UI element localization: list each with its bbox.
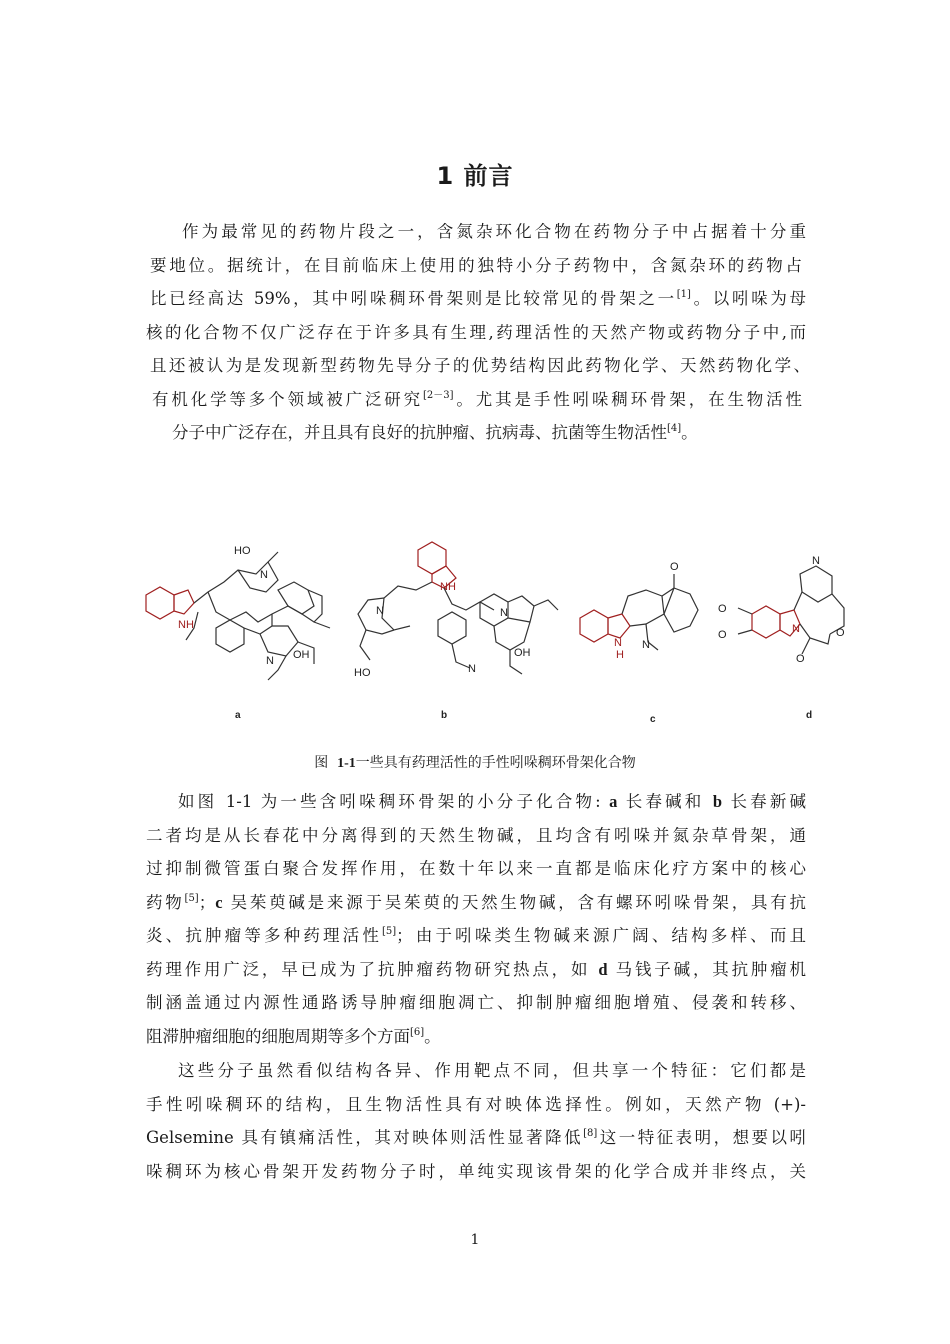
atom-label: O [670, 561, 679, 573]
structures-figure [138, 530, 845, 730]
text-line: Gelsemine 具有镇痛活性，其对映体则活性显著降低[8]这一特征表明，想要以吲 [146, 1128, 807, 1147]
atom-label: N [642, 639, 650, 651]
text-line: 分子中广泛存在，并且具有良好的抗肿瘤、抗病毒、抗菌等生物活性[4]。 [172, 423, 698, 442]
molecule-d [738, 566, 844, 654]
atom-label: N [812, 555, 820, 567]
text-line: 炎、抗肿瘤等多种药理活性[5]；由于吲哚类生物碱来源广阔、结构多样、而且 [146, 926, 807, 945]
atom-label: N [792, 623, 800, 635]
molecule-c [580, 574, 698, 650]
atom-label: NH [440, 581, 456, 593]
text-line: 二者均是从长春花中分离得到的天然生物碱，且均含有吲哚并氮杂草骨架，通 [146, 825, 806, 845]
citation[interactable]: [5] [184, 892, 199, 904]
atom-label: N [376, 605, 384, 617]
text-line: 作为最常见的药物片段之一，含氮杂环化合物在药物分子中占据着十分重 [182, 222, 806, 241]
atom-label: OH [293, 649, 310, 661]
text-line: 要地位。据统计，在目前临床上使用的独特小分子药物中，含氮杂环的药物占 [150, 255, 802, 275]
text-line: 手性吲哚稠环的结构，且生物活性具有对映体选择性。例如，天然产物 (+)- [146, 1094, 806, 1114]
atom-label: HO [354, 667, 371, 679]
text-line: 有机化学等多个领域被广泛研究[2－3]。尤其是手性吲哚稠环骨架，在生物活性 [152, 389, 803, 409]
text-line: 这些分子虽然看似结构各异、作用靶点不同，但共享一个特征：它们都是 [178, 1061, 806, 1080]
atom-label: HO [234, 545, 251, 557]
citation[interactable]: [4] [667, 423, 682, 434]
citation[interactable]: [2－3] [423, 389, 454, 401]
molecule-label: b [441, 710, 448, 721]
text-line: 哚稠环为核心骨架开发药物分子时，单纯实现该骨架的化学合成并非终点，关 [146, 1161, 806, 1181]
intro-paragraph [146, 215, 810, 450]
page-number: 1 [470, 1232, 480, 1248]
figure-caption: 图 1-1一些具有药理活性的手性吲哚稠环骨架化合物 [314, 755, 636, 771]
atom-label: NH [178, 619, 194, 631]
atom-label: N [468, 663, 476, 675]
text-line: 核的化合物不仅广泛存在于许多具有生理,药理活性的天然产物或药物分子中,而 [146, 322, 806, 342]
molecule-label: c [650, 714, 656, 725]
text-line: 药理作用广泛，早已成为了抗肿瘤药物研究热点，如 d 马钱子碱，其抗肿瘤机 [146, 959, 807, 979]
text-line: 制涵盖通过内源性通路诱导肿瘤细胞凋亡、抑制肿瘤细胞增殖、侵袭和转移、 [146, 993, 806, 1012]
text-line: 过抑制微管蛋白聚合发挥作用，在数十年以来一直都是临床化疗方案中的核心 [146, 859, 806, 878]
atom-label: H [616, 649, 624, 661]
text-line: 且还被认为是发现新型药物先导分子的优势结构因此药物化学、天然药物化学、 [150, 356, 810, 375]
paragraph-3 [146, 1054, 806, 1188]
molecule-label: a [235, 710, 241, 721]
atom-label: N [266, 655, 274, 667]
atom-label: N [614, 637, 622, 649]
atom-label: O [796, 653, 805, 665]
text-line: 比已经高达 59%，其中吲哚稠环骨架则是比较常见的骨架之一[1]。以吲哚为母 [150, 289, 807, 308]
atom-label: O [836, 627, 845, 639]
paragraph-2 [146, 785, 806, 1053]
section-heading: 1 前言 [436, 162, 514, 190]
citation[interactable]: [5] [382, 926, 397, 937]
citation[interactable]: [6] [410, 1026, 425, 1038]
atom-label: OH [514, 647, 531, 659]
atom-label: O [718, 629, 727, 641]
atom-label: N [260, 569, 268, 581]
citation[interactable]: [1] [676, 289, 691, 300]
citation[interactable]: [8] [583, 1128, 598, 1139]
text-line: 药物[5]；c 吴茱萸碱是来源于吴茱萸的天然生物碱，含有螺环吲哚骨架，具有抗 [146, 892, 807, 912]
molecule-label: d [806, 710, 813, 721]
text-line: 阻滞肿瘤细胞的细胞周期等多个方面[6]。 [146, 1026, 441, 1046]
atom-label: O [718, 603, 727, 615]
text-line: 如图 1-1 为一些含吲哚稠环骨架的小分子化合物: a 长春碱和 b 长春新碱 [178, 792, 807, 811]
atom-label: N [500, 607, 508, 619]
